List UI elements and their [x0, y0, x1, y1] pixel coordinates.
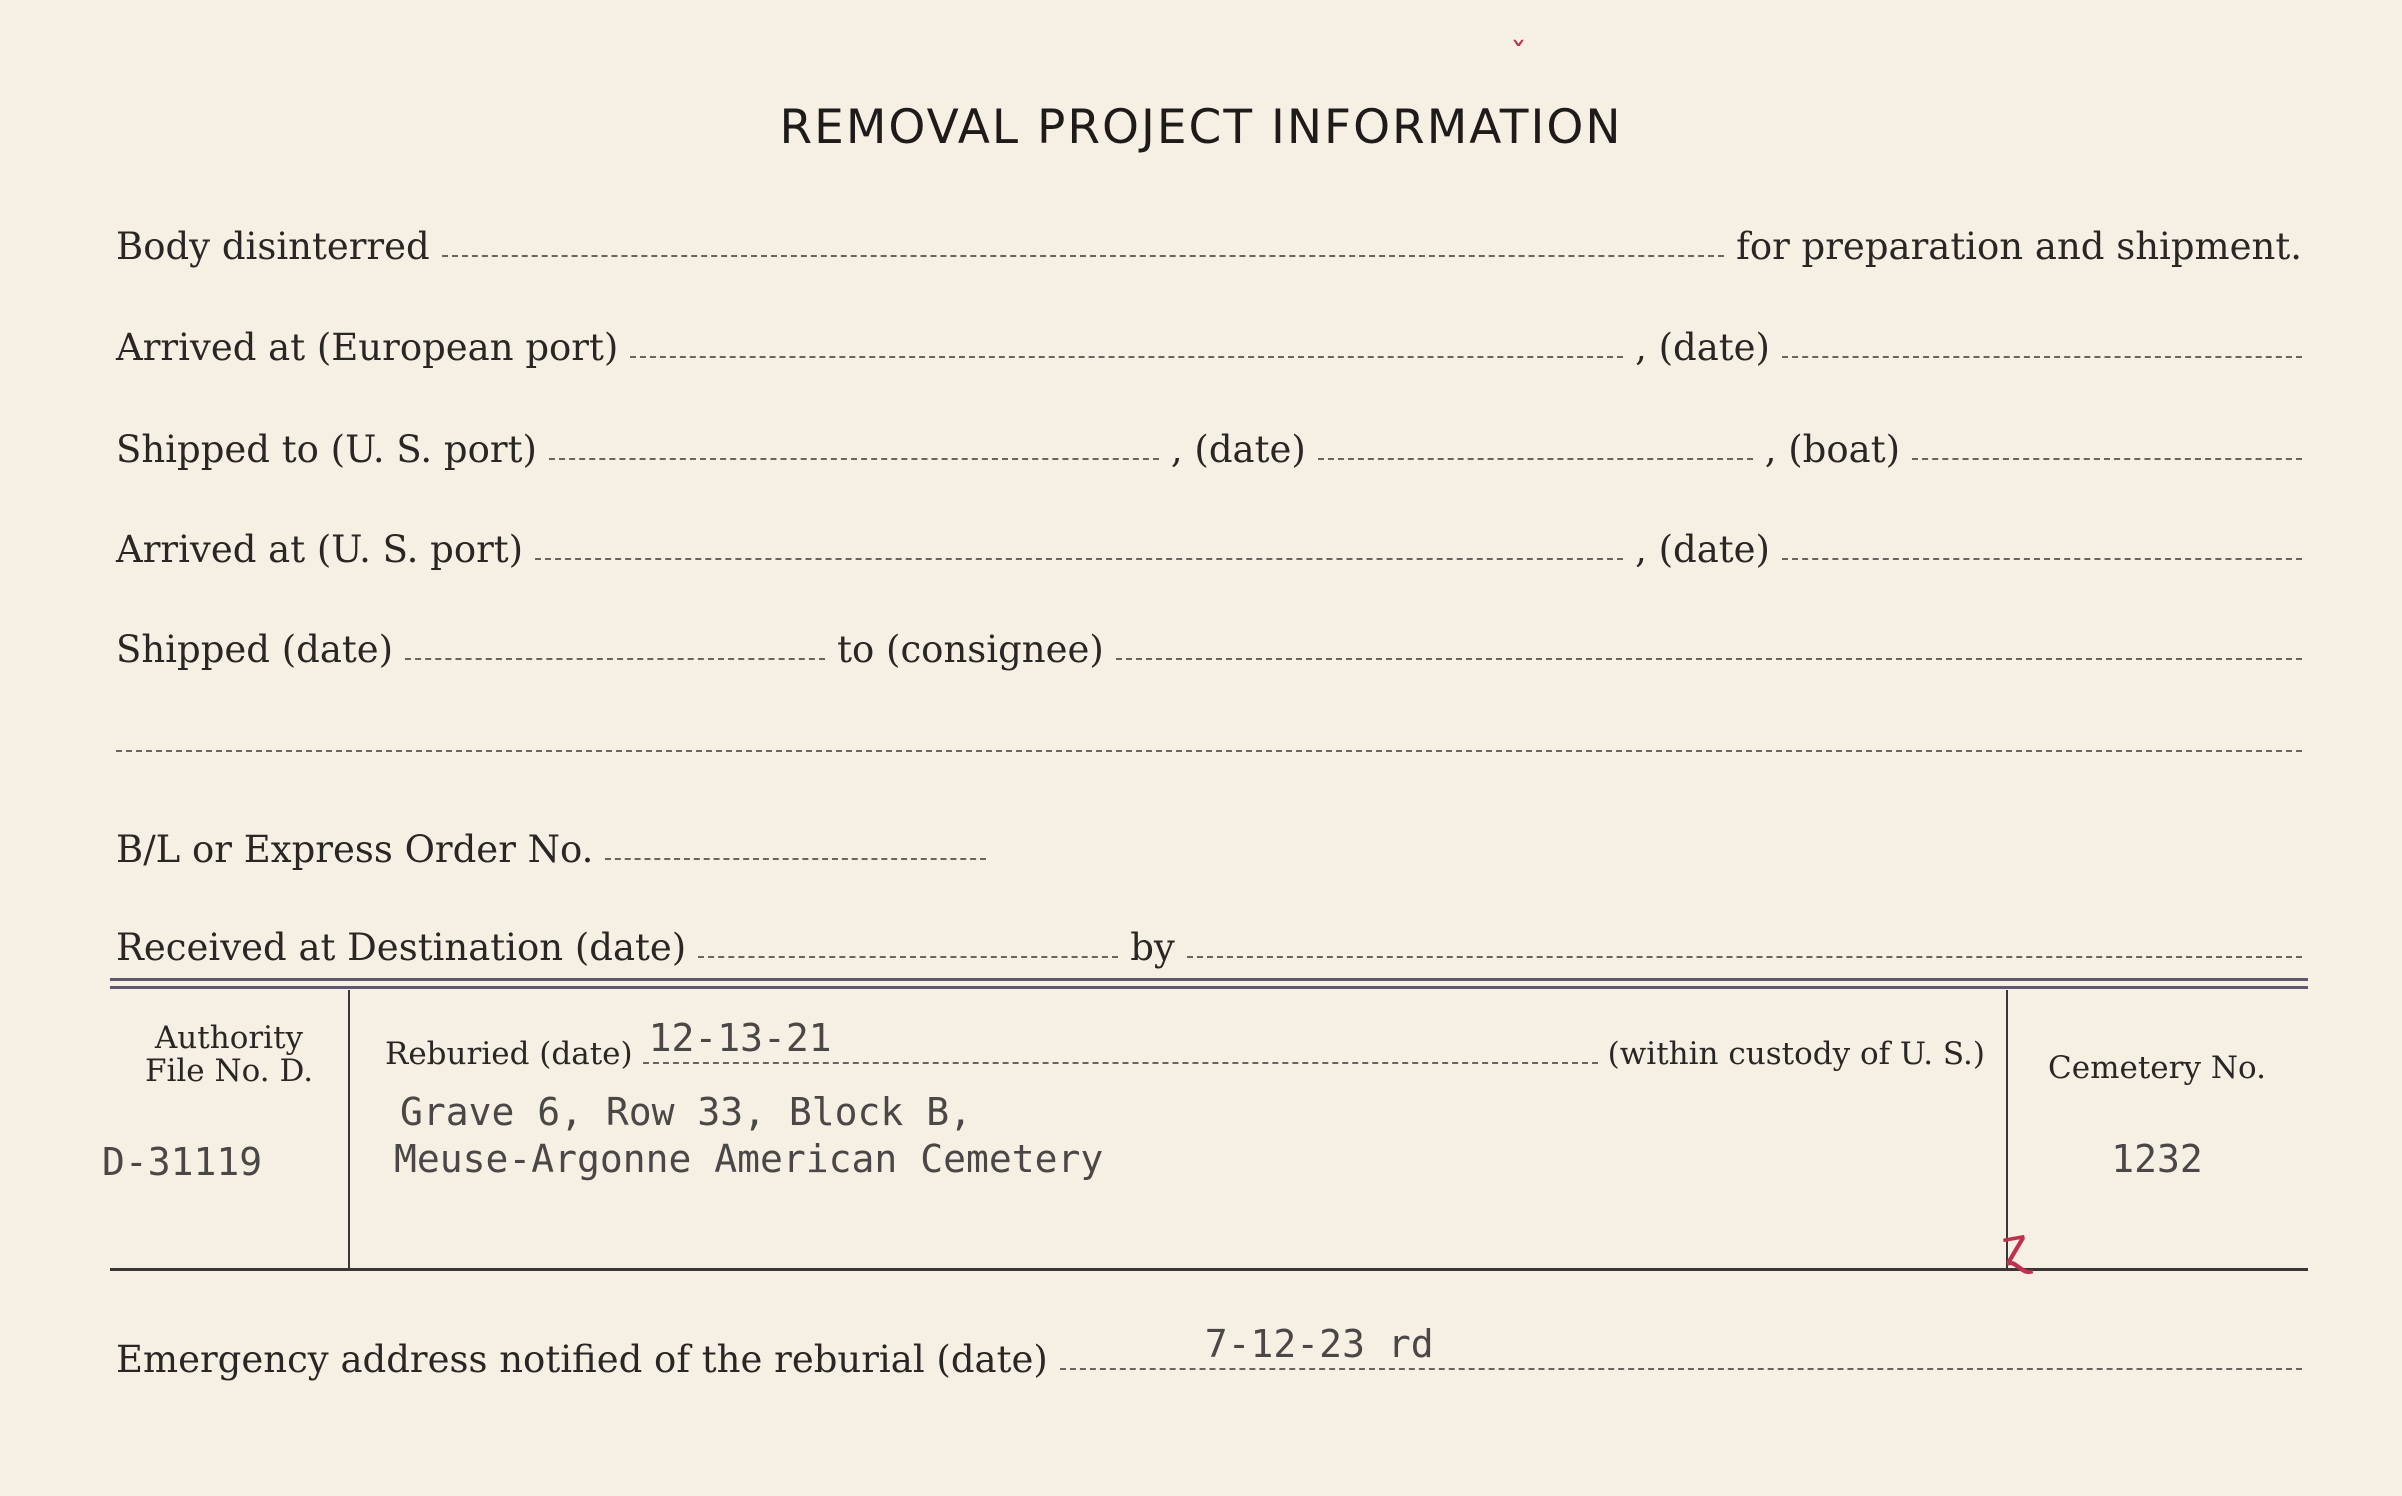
- blank-received-by: [1187, 956, 2302, 958]
- cemetery-no-value: 1232: [2111, 1137, 2203, 1181]
- label-date: , (date): [1635, 326, 1770, 369]
- label-shipped-date: Shipped (date): [116, 628, 394, 671]
- red-tick-mark: ˇ: [1510, 36, 1527, 76]
- row-shipped-us: [110, 408, 2308, 471]
- reburied-date-value: 12-13-21: [648, 1016, 832, 1060]
- label-boat: , (boat): [1764, 428, 1900, 471]
- blank-european-port: [630, 356, 1623, 358]
- blank-bl-order: [605, 858, 986, 860]
- grave-location-line2: Meuse-Argonne American Cemetery: [394, 1137, 1104, 1181]
- custody-label: (within custody of U. S.): [1607, 1036, 1985, 1072]
- blank-shipped-date-2: [405, 658, 825, 660]
- label-to-consignee: to (consignee): [837, 628, 1104, 671]
- row-emergency: [110, 1318, 2308, 1381]
- blank-european-date: [1782, 356, 2302, 358]
- grave-location-line1: Grave 6, Row 33, Block B,: [400, 1090, 972, 1134]
- row-bl-order: [110, 808, 992, 871]
- label-emergency: Emergency address notified of the reburial (date): [116, 1338, 1048, 1381]
- blank-consignee: [1116, 658, 2302, 660]
- blank-body-disinterred: [442, 255, 1724, 257]
- blank-extra-line: [116, 750, 2302, 752]
- row-arrived-us: [110, 508, 2308, 571]
- card-title: REMOVAL PROJECT INFORMATION: [779, 100, 1623, 155]
- row-arrived-european: [110, 306, 2308, 369]
- label-date: , (date): [1635, 528, 1770, 571]
- blank-arrived-us-date: [1782, 558, 2302, 560]
- red-check-mark: ɀ: [1997, 1216, 2034, 1278]
- box-divider-left: [348, 990, 350, 1268]
- blank-us-port: [549, 458, 1159, 460]
- authority-label: Authority: [154, 1020, 304, 1056]
- reburied-label: Reburied (date): [385, 1036, 633, 1072]
- blank-boat: [1912, 458, 2302, 460]
- row-body-disinterred: [110, 205, 2308, 268]
- box-top-rule-2: [110, 986, 2308, 989]
- reburied-line: [385, 1016, 1985, 1072]
- blank-shipped-date: [1318, 458, 1753, 460]
- authority-label-block: [110, 1022, 348, 1087]
- label-shipped-us-port: Shipped to (U. S. port): [116, 428, 537, 471]
- box-bottom-rule: [110, 1268, 2308, 1271]
- label-for-preparation: for preparation and shipment.: [1736, 225, 2302, 268]
- file-no-label: File No. D.: [144, 1052, 314, 1089]
- label-received-destination: Received at Destination (date): [116, 926, 687, 969]
- blank-emergency-date: [1060, 1322, 2302, 1370]
- blank-received-date: [698, 956, 1118, 958]
- row-blank-line: [110, 700, 2308, 760]
- label-date: , (date): [1170, 428, 1306, 471]
- label-bl-order: B/L or Express Order No.: [116, 828, 594, 871]
- row-shipped-consignee: [110, 608, 2308, 671]
- cemetery-no-label: Cemetery No.: [2048, 1050, 2266, 1086]
- box-top-rule: [110, 978, 2308, 981]
- file-no-value: D-31119: [102, 1140, 263, 1184]
- blank-arrived-us-port: [535, 558, 1623, 560]
- row-received-destination: [110, 906, 2308, 969]
- label-arrived-european: Arrived at (European port): [116, 326, 619, 369]
- label-by: by: [1130, 926, 1175, 969]
- emergency-date-value: 7-12-23 rd: [1204, 1322, 1434, 1366]
- label-body-disinterred: Body disinterred: [116, 225, 430, 268]
- label-arrived-us: Arrived at (U. S. port): [116, 528, 524, 571]
- reburied-blank: [643, 1016, 1598, 1064]
